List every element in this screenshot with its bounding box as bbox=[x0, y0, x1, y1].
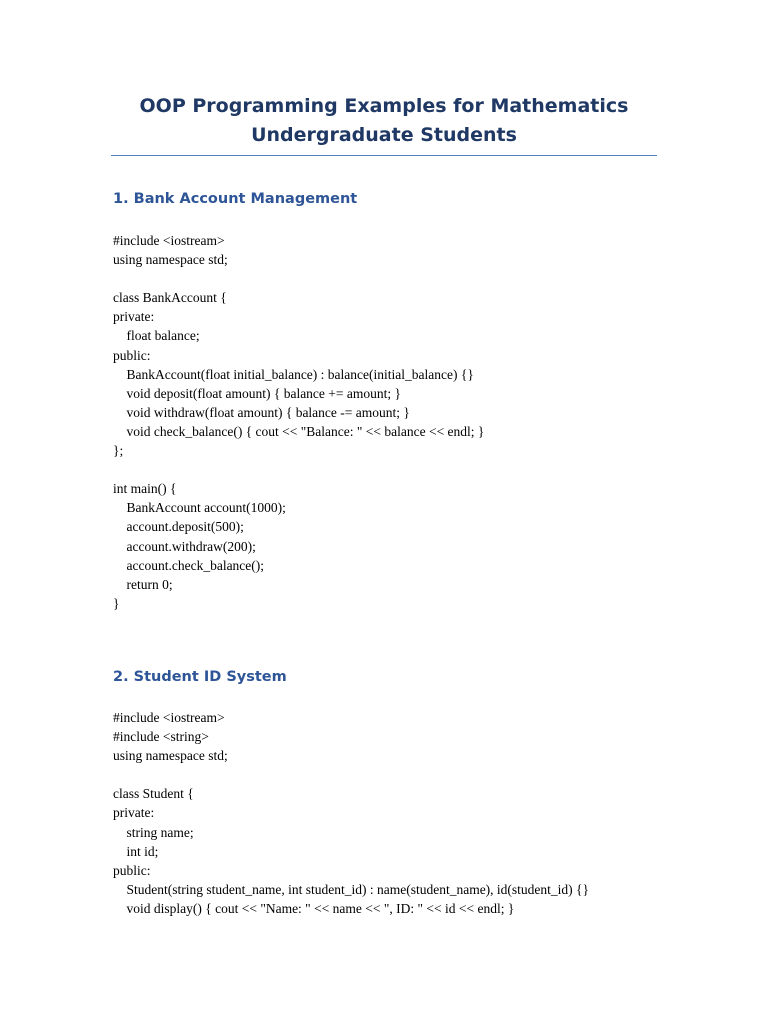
section-heading-student-id: 2. Student ID System bbox=[113, 669, 287, 685]
code-block-bank-account: #include <iostream> using namespace std; class BankAccount { private: float balance; public: BankAccount(float initial_balance) : balance(initial_balance) {} void deposit(float amount) { balance += amount; } void withdraw(float amount) { balance -= amount; } void check_balance() { cout << "Balance: " << balance << endl; } }; int main() { BankAccount account(1000); account.deposit(500); account.withdraw(200); account.check_balance(); return 0; } bbox=[113, 233, 485, 611]
section-heading-bank-account: 1. Bank Account Management bbox=[113, 191, 358, 207]
title-line-2: Undergraduate Students bbox=[251, 124, 517, 146]
code-block-student-id: #include <iostream> #include <string> using namespace std; class Student { private: string name; int id; public: Student(string student_name, int student_id) : name(student_name), id(student_id) {} void display() { cout << "Name: " << name << ", ID: " << id << endl; } bbox=[113, 710, 590, 916]
document-title bbox=[0, 92, 768, 150]
title-divider bbox=[111, 155, 657, 156]
title-line-1: OOP Programming Examples for Mathematics bbox=[139, 95, 629, 117]
